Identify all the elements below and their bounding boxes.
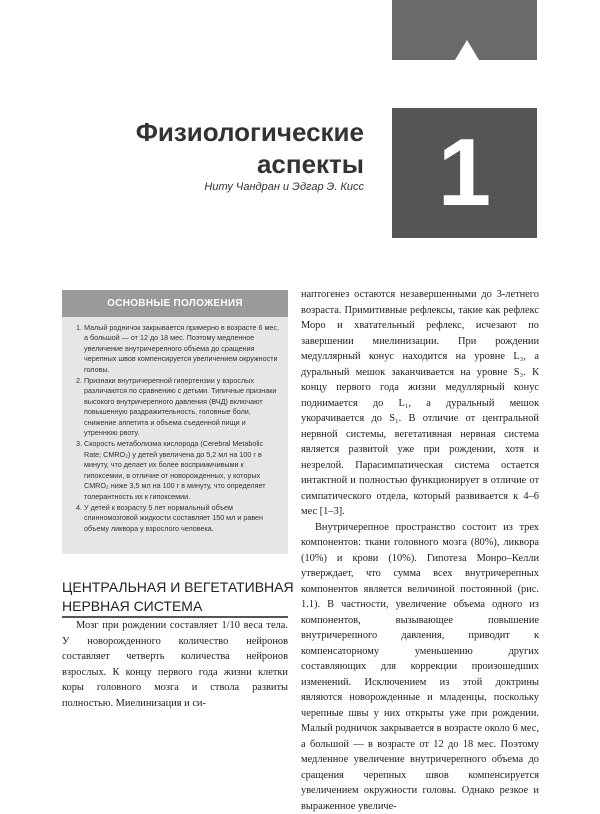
chapter-tab-notch (455, 40, 479, 60)
section-heading-line2: НЕРВНАЯ СИСТЕМА (62, 597, 288, 616)
key-points-list (70, 323, 280, 534)
section-heading-line1: ЦЕНТРАЛЬНАЯ И ВЕГЕТАТИВНАЯ (62, 578, 288, 597)
body-paragraph: Мозг при рождении составляет 1/10 веса тела. У новорожденного количество нейронов составляет четверть количества нейронов взрослых. К концу первого года жизни клетки коры головного мозга и ствола развиты полностью. Миелинизация и си- (62, 618, 288, 711)
chapter-title-line1: Физиологические (64, 116, 364, 148)
key-point-item: 2. Признаки внутричерепной гипертензии у взрослых различаются по сравнению с детьми. Типичные признаки высокого внутричерепного давления (ВЧД) включают повышенную раздражительность, головные боли, снижение аппетита и объема съеденной пищи и утреннюю рвоту. (84, 376, 280, 438)
body-paragraph: Внутричерепное пространство состоит из трех компонентов: ткани головного мозга (80%), ликвора (10%) и крови (10%). Гипотеза Монро–Келли утверждает, что сумма всех внутричерепных компонентов является величиной постоянной (рис. 1.1). В частности, увеличение объема одного из компонентов, вызывающее повышение внутричерепного давления, приводит к компенсаторному уменьшению других составляющих для коррекции произошедших изменений. Исключением из этой доктрины являются новорожденные и младенцы, поскольку черепные швы у них открыты уже при рождении. Малый родничок закрывается в возрасте около 6 мес, а большой — в возрасте от 12 до 18 мес. Поэтому медленное увеличение внутричерепного объема до сращения черепных швов компенсируется увеличением окружности головы. Однако резкое и выраженное увеличе- (301, 520, 539, 814)
chapter-title (64, 116, 364, 180)
key-point-item: 1. Малый родничок закрывается примерно в возрасте 6 мес, а большой — от 12 до 18 мес. Поэтому медленное увеличение внутричерепного объема до сращения черепных швов компенсируется увеличением окружности головы. (84, 323, 280, 375)
body-column-left (62, 618, 288, 711)
key-points-header: ОСНОВНЫЕ ПОЛОЖЕНИЯ (62, 290, 288, 317)
chapter-authors: Ниту Чандран и Эдгар Э. Кисс (64, 181, 364, 193)
key-point-item: 3. Скорость метаболизма кислорода (Cerebral Metabolic Rate; CMRO₂) у детей увеличена до 5,2 мл на 100 г в минуту, что делает их более восприимчивыми к гипоксемии, в отличие от новорожденных, у которых CMRO₂ ниже 3,5 мл на 100 г в минуту, что определяет толерантность их к гипоксемии. (84, 439, 280, 501)
body-paragraph: наптогенез остаются незавершенными до 3-летнего возраста. Примитивные рефлексы, такие как рефлекс Моро и хватательный рефлекс, исчезают по завершении миелинизации. При рождении медуллярный конус находится на уровне L₃, а дуральный мешок заканчивается на уровне S₃. К концу первого года жизни медуллярный конус поднимается до L₁, а дуральный мешок укорачивается до S₁. В отличие от центральной нервной системы, вегетативная нервная система является развитой уже при рождении, хотя и незрелой. Парасимпатическая система остается интактной и полностью функционирует в отличие от симпатического отдела, который развивается к 4–6 мес [1–3]. (301, 287, 539, 520)
key-point-item: 4. У детей к возрасту 5 лет нормальный объем спинномозговой жидкости составляет 150 мл и равен объему ликвора у взрослого человека. (84, 503, 280, 534)
key-points-box (62, 290, 288, 554)
section-heading (62, 578, 288, 618)
body-column-right (301, 287, 539, 814)
chapter-number: 1 (392, 108, 537, 238)
chapter-title-line2: аспекты (64, 148, 364, 180)
